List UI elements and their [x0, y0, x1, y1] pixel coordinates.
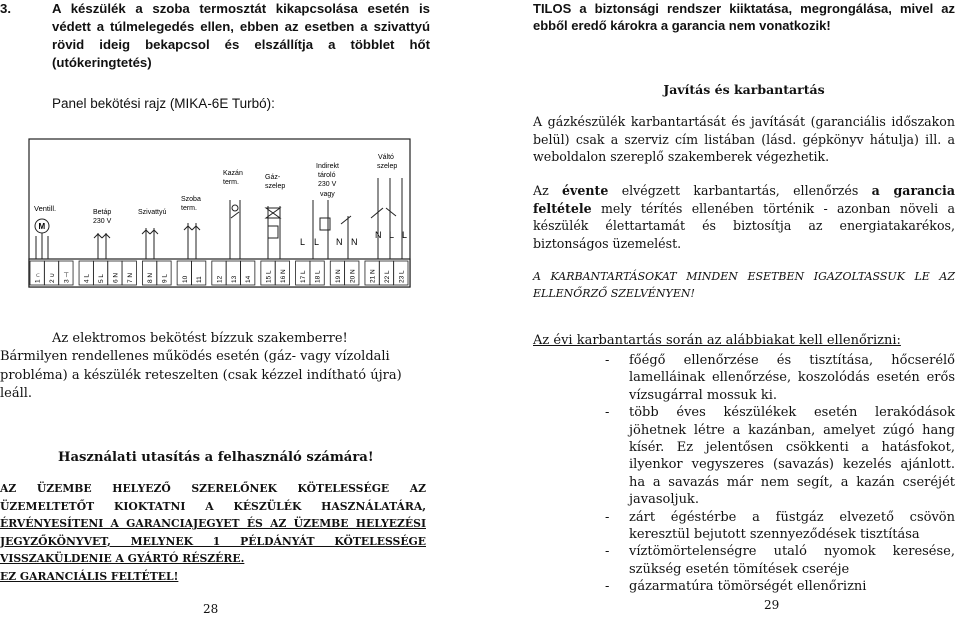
label-kazan-1: Kazán	[223, 170, 243, 177]
mark-N1: N	[336, 237, 343, 247]
repair-p2-mid: elvégzett karbantartás, ellenőrzés	[608, 183, 872, 198]
terminal-label: 5 L	[98, 273, 106, 283]
arrow-szoba	[184, 226, 200, 230]
list-item	[533, 509, 955, 544]
mark-L3: L	[389, 230, 395, 240]
mark-L1: L	[300, 237, 306, 247]
label-valto-1: Váltó	[378, 154, 394, 161]
repair-certify-note: A KARBANTARTÁSOKAT MINDEN ESETBEN IGAZOLTASSUK LE AZ ELLENŐRZŐ SZELVÉNYEN!	[533, 270, 955, 300]
list-item	[533, 578, 955, 595]
arrow-betap	[94, 234, 110, 238]
label-szoba-2: term.	[181, 205, 197, 212]
list-item-text: zárt égéstérbe a füstgáz elvezető csövön keresztül bejutott szennyeződések tisztítása	[629, 509, 955, 543]
label-valto-2: szelep	[377, 163, 398, 170]
panel-diagram-title: Panel bekötési rajz (MIKA-6E Turbó):	[52, 96, 275, 111]
malfunction-note: Bármilyen rendellenes működés esetén (gáz- vagy vízoldali probléma) a készülék reteszelten (csak kézzel indítható újra) leáll.	[0, 349, 402, 401]
terminal-label: 15 L	[265, 270, 273, 283]
label-ventil: Ventill.	[34, 204, 57, 213]
label-indirekt-1: Indirekt	[316, 163, 339, 170]
list-item	[533, 543, 955, 578]
terminal-label: 16 N	[279, 269, 287, 283]
label-kazan-2: term.	[223, 179, 239, 186]
terminal-label: 3 ⊣	[63, 271, 71, 283]
label-indirekt-3: 230 V	[318, 181, 337, 188]
repair-p2-post: mely térítés ellenében történik - azonban növeli a készülék élettartamát és biztosítja az energiatakarékos, biztonságos üzemelést.	[533, 200, 955, 251]
terminal-label: 2 ∪	[49, 272, 57, 283]
terminal-label: 20 N	[349, 269, 357, 283]
item-3-number: 3.	[0, 1, 11, 16]
wire-valto	[378, 178, 402, 259]
indirekt-switch	[341, 216, 351, 224]
terminal-label: 12	[216, 275, 224, 283]
terminal-label: 1 ∩	[34, 272, 42, 283]
terminal-label: 21 N	[369, 269, 377, 283]
terminal-label: 19 N	[334, 269, 342, 283]
terminal-label: 7 N	[126, 272, 134, 283]
list-dash: -	[605, 405, 610, 421]
terminal-label: 11	[196, 276, 204, 283]
terminal-label: 23 L	[398, 270, 406, 283]
usage-title: Használati utasítás a felhasználó számára!	[58, 450, 374, 465]
item-3	[0, 0, 430, 72]
installer-obligation	[0, 480, 426, 586]
terminal-label: 13	[230, 275, 238, 283]
page-number-left: 28	[203, 602, 219, 616]
obligation-plain: AZ ÜZEMBE HELYEZŐ SZERELŐNEK KÖTELESSÉGE AZ ÜZEMELTETŐT KIOKTATNI A KÉSZÜLÉK HASZNÁLATÁRA,	[0, 482, 426, 513]
kazan-switch	[231, 212, 239, 218]
annual-maintenance-list	[533, 352, 955, 596]
repair-p2-evente: évente	[562, 183, 609, 198]
item-3-text: A készülék a szoba termosztát kikapcsolása esetén is védett a túlmelegedés ellen, ebben az esetben a szivattyú rövid ideig bekapcsol és elszállítja a többlet hőt (utókeringtetés)	[52, 1, 430, 70]
label-indirekt-4: vagy	[320, 191, 335, 198]
terminal-label: 17 L	[300, 270, 308, 283]
wiring-diagram	[28, 138, 412, 290]
repair-paragraph-2	[533, 182, 955, 252]
repair-paragraph-1: A gázkészülék karbantartását és javítását (garanciális időszakon belül) csak a szerviz cím listában (lásd. gépkönyv hátulja) ill. a weboldalon szereplő szakemberek végezhetik.	[533, 114, 955, 164]
wire-betap	[98, 233, 106, 259]
electric-note: Az elektromos bekötést bízzuk szakemberre!	[52, 331, 348, 346]
obligation-last: EZ GARANCIÁLIS FELTÉTEL!	[0, 569, 179, 583]
list-item-text: több éves készülékek esetén lerakódások jöhetnek létre a kazánban, amelyet zúgó hang kísér. Ez jelentősen csökkenti a hatásfokot, ilyenkor vegyszeres (savazás) kezelés ajánlott. ha a savazás már nem segít, a kazán cseréjét javasoljuk.	[629, 405, 955, 508]
wire-szivattyu	[146, 228, 154, 259]
arrow-szivattyu	[142, 230, 158, 234]
mark-L2: L	[314, 237, 320, 247]
label-indirekt-2: tároló	[318, 172, 336, 179]
mark-N2: N	[351, 237, 358, 247]
annual-maintenance-title: Az évi karbantartás során az alábbiakat kell ellenőrizni:	[533, 333, 901, 348]
page-number-right: 29	[764, 598, 780, 612]
repair-p2-pre: Az	[533, 183, 563, 198]
list-dash: -	[605, 544, 610, 560]
terminal-label: 4 L	[83, 273, 91, 283]
terminal-label: 6 N	[112, 272, 120, 283]
list-dash: -	[605, 353, 610, 368]
list-dash: -	[605, 509, 610, 525]
label-szoba-1: Szoba	[181, 196, 201, 203]
repair-title: Javítás és karbantartás	[663, 82, 825, 97]
terminal-label: 10	[181, 275, 189, 283]
label-motor: M	[38, 222, 46, 231]
list-dash: -	[605, 579, 610, 595]
obligation-underlined: ÉRVÉNYESÍTENI A GARANCIAJEGYET ÉS AZ ÜZEMBE HELYEZÉSI JEGYZŐKÖNYVET, MELYNEK 1 PÉLDÁNYÁT KÖTELESSÉGE VISSZAKÜLDENIE A GYÁRTÓ RÉSZÉRE.	[0, 517, 426, 566]
mark-L4: L	[402, 230, 408, 240]
wire-szoba	[188, 223, 196, 259]
terminal-label: 18 L	[314, 270, 322, 283]
repair-p2-garancia: a garancia feltétele	[533, 183, 956, 216]
terminal-label: 14	[245, 275, 253, 283]
kazan-symbol	[232, 205, 238, 211]
label-szivattyu: Szivattyú	[138, 209, 167, 216]
label-betap-1: Betáp	[93, 209, 112, 216]
list-item-text: víztömörtelenségre utaló nyomok keresése, szükség esetén tömítések cseréje	[629, 544, 955, 577]
label-gaz-2: szelep	[265, 183, 286, 190]
label-gaz-1: Gáz-	[265, 174, 281, 181]
mark-N3: N	[375, 230, 382, 240]
list-item	[533, 352, 955, 404]
terminal-label: 9 L	[161, 273, 169, 283]
terminal-label: 8 N	[147, 272, 155, 283]
list-item-text: főégő ellenőrzése és tisztítása, hőcserélő lamelláinak ellenőrzése, koszolódás esetén erős vízsugárral mossuk ki.	[629, 353, 955, 403]
safety-warning: TILOS a biztonsági rendszer kiiktatása, megrongálása, mivel az ebből eredő károkra a garancia nem vonatkozik!	[533, 1, 955, 33]
label-betap-2: 230 V	[93, 218, 112, 225]
wire-ventil	[36, 233, 48, 259]
terminal-label: 22 L	[383, 270, 391, 283]
gas-coil	[268, 226, 278, 238]
list-item	[533, 404, 955, 508]
wire-kazan	[230, 200, 240, 259]
valto-switch	[371, 208, 396, 218]
list-item-text: gázarmatúra tömörségét ellenőrizni	[629, 579, 867, 595]
